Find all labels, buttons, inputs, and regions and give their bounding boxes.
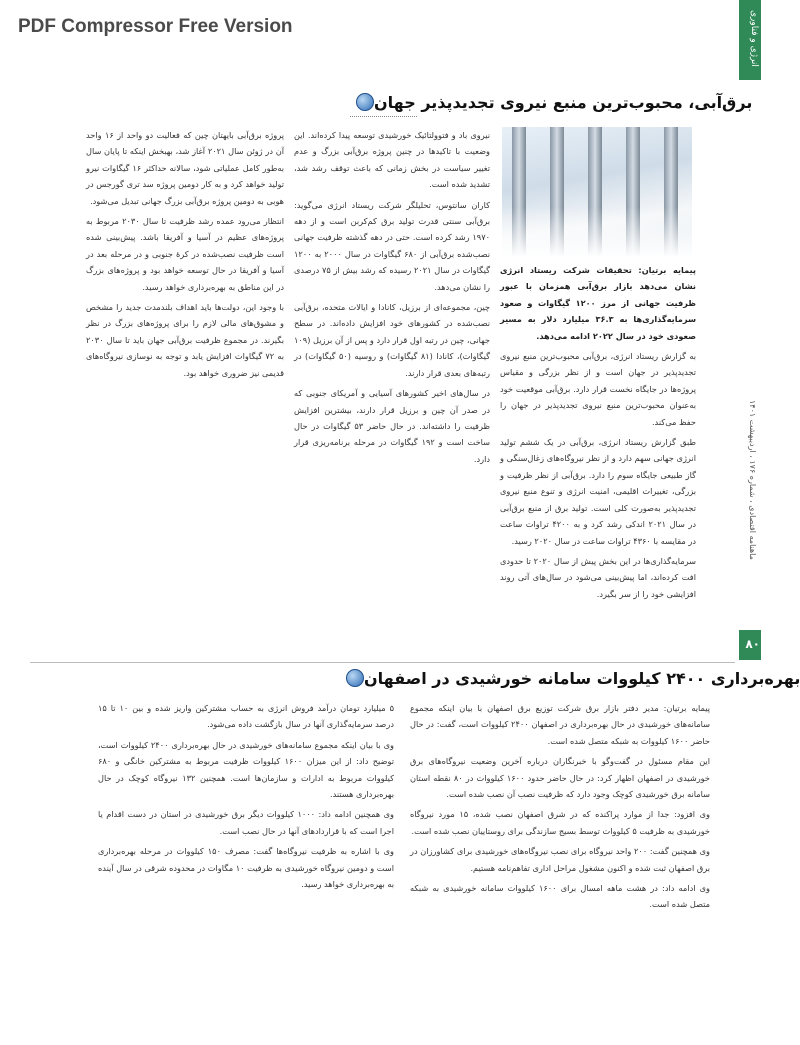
paragraph: پیمایه برتیان: مدیر دفتر بازار برق شرکت توزیع برق اصفهان با بیان اینکه مجموع سامانه‌های خورشیدی در حال بهره‌برداری در اصفهان ۲۴۰۰ کیلووات است، گفت: در حال حاضر ۱۶۰۰ کیلووات به شبکه متصل شده است. [410,703,710,746]
bullet-icon [346,669,364,687]
paragraph: پروژه برق‌آبی بایهتان چین که فعالیت دو واحد از ۱۶ واحد آن در ژوئن سال ۲۰۲۱ آغاز شد، بهبخش اینکه تا پایان سال به‌طور کامل عملیاتی شود، سالانه حداکثر ۱۶ گیگاوات نیرو تولید خواهد کرد و به کار دومین پروژه سد تری گورجس در هوبی به دومین پروژه برق‌آبی بزرگ جهانی تبدیل می‌شود. [86,130,284,206]
paragraph: به گزارش ریستاد انرژی، برق‌آبی محبوب‌ترین منبع نیروی تجدیدپذیر در جهان است و از نظر بزرگی و مقیاس پروژه‌ها در جایگاه نخست قرار دارد. برق‌آبی موقعیت خود به‌عنوان محبوب‌ترین منبع نیروی تجدیدپذیر در جهان را حفظ می‌کند. [500,351,696,427]
paragraph: در سال‌های اخیر کشورهای آسیایی و آمریکای جنوبی که در صدر آن چین و برزیل قرار دارند، بیشترین افزایش ظرفیت را داشته‌اند. در حال حاضر ۵۳ گیگاوات در حال ساخت است و ۱۹۲ گیگاوات در مرحله برنامه‌ریزی قرار دارد. [294,388,491,464]
article2-title: بهره‌برداری ۲۴۰۰ کیلووات سامانه خورشیدی در اصفهان [364,668,800,688]
article1-lead: پیمایه برتیان: تحقیقات شرکت ریستاد انرژی نشان می‌دهد بازار برق‌آبی همزمان با عبور ظرفیت جهانی از مرز ۱۲۰۰ گیگاوات و صعود سرمایه‌گذاری‌ها به ۳۶.۳ میلیارد دلار به مسیر صعودی خود در سال ۲۰۲۲ ادامه می‌دهد. [500,265,697,341]
paragraph: ۵ میلیارد تومان درآمد فروش انرژی به حساب مشترکین واریز شده و بین ۱۰ تا ۱۵ درصد سرمایه‌گذاری آنها در سال بازگشت داده می‌شود. [98,703,394,730]
section-divider [30,662,735,663]
article1-col-left [86,127,284,652]
article1-title: برق‌آبی، محبوب‌ترین منبع نیروی تجدیدپذیر جهان [374,92,753,112]
bullet-icon [356,93,374,111]
watermark: PDF Compressor Free Version [18,16,293,37]
paragraph: این مقام مسئول در گفت‌وگو با خبرنگاران درباره آخرین وضعیت نیروگاه‌های برق خورشیدی در اصفهان اظهار کرد: در حال حاضر حدود ۱۶۰۰ کیلووات در ۸۰ نقطه استان سامانه برق خورشیدی کوچک وجود دارد که ظرفیت نصب آن نصب شده است. [410,756,710,800]
article2-col-left [98,700,394,990]
paragraph: سرمایه‌گذاری‌ها در این بخش پیش از سال ۲۰۲۰ تا حدودی افت کرده‌اند، اما پیش‌بینی می‌شود در سال‌های آتی روند افزایشی خود را از سر بگیرد. [500,555,696,599]
article2-headline [340,666,800,690]
paragraph: وی افزود: جدا از موارد پراکنده که در شرق اصفهان نصب شده، ۱۵ مورد نیروگاه خورشیدی به ظرفیت ۵ کیلووات توسط بسیج سازندگی برای روستاییان نصب شده است. [410,809,711,836]
paragraph: وی با بیان اینکه مجموع سامانه‌های خورشیدی در حال بهره‌برداری ۲۴۰۰ کیلووات است، توضیح داد: از این میزان ۱۶۰۰ کیلووات ظرفیت مربوط به مشترکین خانگی و ۶۸۰ کیلووات مربوط به ادارات و سازمان‌ها است. همچنین ۱۳۲ نیروگاه کوچک در حال بهره‌برداری هستند. [98,739,394,800]
article1-col-middle [294,127,490,652]
article2-col-right [410,700,710,990]
paragraph: کاران سانتوس، تحلیلگر شرکت ریستاد انرژی می‌گوید: برق‌آبی سنتی قدرت تولید برق کم‌کربن است و از دهه ۱۹۷۰ رشد کرده است. حتی در دهه گذشته ظرفیت جهانی نصب‌شده برق‌آبی از ۶۸۰ گیگاوات در سال ۲۰۰۰ به ۱۲۰۰ گیگاوات در سال ۲۰۲۱ رسیده که رشد بیش از ۷۵ درصدی را نشان می‌دهد. [294,199,490,292]
paragraph: انتظار می‌رود عمده رشد ظرفیت تا سال ۲۰۳۰ مربوط به پروژه‌های عظیم در آسیا و آفریقا باشد. پیش‌بینی شده است ظرفیت نصب‌شده در کرهٔ جنوبی و در مرحله بعد در آسیا و آفریقا در حال توسعه خواهد بود و پروژه‌های بزرگ در این مناطق به بهره‌برداری خواهد رسید. [86,216,285,292]
page-number: ۸۰ [745,637,760,651]
article1-headline [350,90,753,114]
paragraph: چین، مجموعه‌ای از برزیل، کانادا و ایالات متحده، برق‌آبی نصب‌شده در کشورهای خود افزایش داده‌اند. در سطح جهانی، چین در رتبه اول قرار دارد و پس از آن برزیل (۱۰۹ گیگاوات)، کانادا (۸۱ گیگاوات) و روسیه (۵۰ گیگاوات) در رتبه‌های بعدی قرار دارند. [294,302,490,378]
paragraph: وی با اشاره به ظرفیت نیروگاه‌ها گفت: مصرف ۱۵۰ کیلووات در مرحله بهره‌برداری است و دومین نیروگاه خورشیدی به ظرفیت ۱۰ مگاوات در محدوده شرقی در سال آینده به بهره‌برداری خواهد رسید. [98,846,395,890]
paragraph: وی ادامه داد: در هشت ماهه امسال برای ۱۶۰۰ کیلووات سامانه خورشیدی به شبکه متصل شده است. [410,883,710,910]
journal-info: ماهنامه اقتصادی ، شماره ۱۷۶ ، اردیبهشت ۱۴۰۱ [748,400,757,560]
section-tab [739,0,761,80]
section-tab-label: انرژی و فناوری [749,10,759,67]
article1-col-right-lower [500,262,696,652]
paragraph: وی همچنین گفت: ۲۰۰ واحد نیروگاه برای نصب نیروگاه‌های خورشیدی برای کشاورزان در برق اصفهان ثبت شده و اکنون مشغول مراحل اداری تفاهم‌نامه هستیم. [410,846,710,873]
dam-photo [502,127,692,257]
paragraph: وی همچنین ادامه داد: ۱۰۰۰ کیلووات دیگر برق خورشیدی در استان در دست اقدام یا اجرا است که با قراردادهای آنها در حال نصب است. [98,809,394,836]
paragraph: نیروی باد و فتوولتائیک خورشیدی توسعه پیدا کرده‌اند. این وضعیت با تاکیدها در چنین پروژه برق‌آبی بزرگ و عدم تغییر سیاست در بخش زمانی که باعث توقف رشد شد، تشدید شده است. [294,130,490,190]
paragraph: طبق گزارش ریستاد انرژی، برق‌آبی در یک ششم تولید انرژی جهانی سهم دارد و از نظر نیروگاه‌های زغال‌سنگی و گاز طبیعی جایگاه سوم را دارد. برق‌آبی از نظر ظرفیت و بزرگی، تغییرات اقلیمی، امنیت انرژی و تنوع منبع نیروی تجدیدپذیر به‌صورت کلی است. تولید برق از منبع برق‌آبی در سال ۲۰۲۱ اندکی رشد کرد و به ۴۲۰۰ تراوات ساعت در مقایسه با ۴۳۶۰ تراوات ساعت در سال ۲۰۲۰ رسید. [500,437,696,546]
paragraph: با وجود این، دولت‌ها باید اهداف بلندمدت جدید را مشخص و مشوق‌های مالی لازم را برای پروژه‌های بزرگ در نظر بگیرند. در مجموع ظرفیت برق‌آبی جهان باید تا سال ۲۰۳۰ به ۷۲ گیگاوات افزایش یابد و توجه به نوسازی نیروگاه‌های قدیمی نیز ضروری خواهد بود. [86,302,284,378]
